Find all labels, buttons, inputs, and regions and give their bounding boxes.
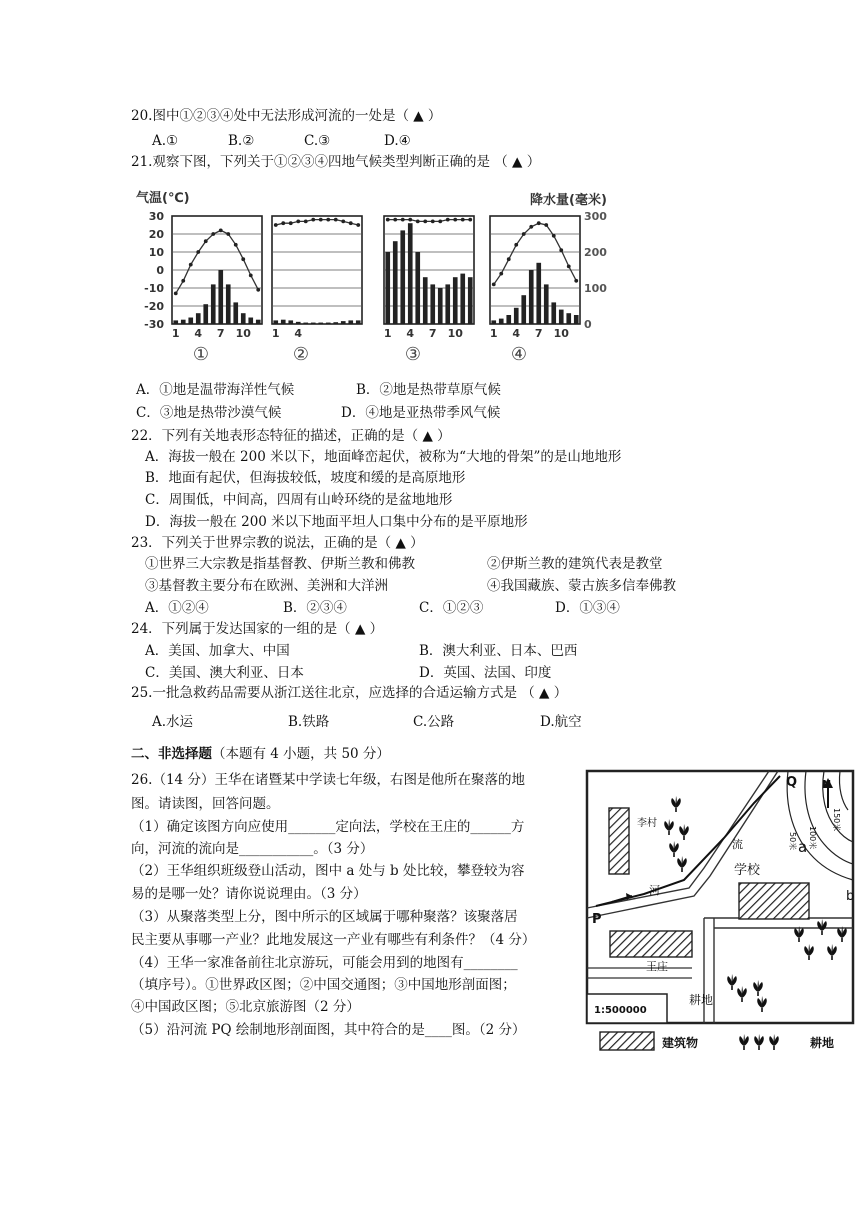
precip-bar (181, 320, 186, 324)
temp-tick-label: -30 (144, 318, 164, 331)
precip-bar (303, 323, 308, 324)
precip-bar (311, 323, 316, 324)
precip-bar (499, 319, 504, 324)
precip-bar (256, 320, 261, 324)
temp-point (408, 218, 412, 222)
precip-bar (333, 322, 338, 324)
temp-point (507, 257, 511, 261)
label-contour-3: 50米 (788, 832, 797, 851)
month-tick-label: 4 (294, 327, 303, 340)
legend-building-swatch (600, 1032, 654, 1050)
q22-option-b: B．地面有起伏，但海拔较低，坡度和缓的是高原地形 (145, 470, 466, 486)
climate-panel (384, 216, 474, 365)
q22-option-c: C．周围低，中间高，四周有山岭环绕的是盆地地形 (145, 492, 453, 508)
legend-farmland-icon (754, 1034, 764, 1050)
month-tick-label: 1 (271, 327, 280, 340)
q26-line-10: （填序号）。①世界政区图；②中国交通图；③中国地形剖面图； (131, 977, 516, 993)
section2-heading (131, 745, 390, 763)
q24-option-c: C．美国、澳大利亚、日本 (145, 665, 304, 681)
precip-bar (188, 318, 193, 324)
temp-point (356, 223, 360, 227)
q26-line-3: （1）确定该图方向应使用_______定向法，学校在王庄的______方 (131, 819, 525, 835)
q22-stem: 22．下列有关地表形态特征的描述，正确的是（ ▲ ） (131, 428, 451, 444)
temp-point (393, 218, 397, 222)
q26-line-7: （3）从聚落类型上分，图中所示的区域属于哪种聚落？该聚落居 (131, 909, 518, 925)
precip-bar (211, 284, 216, 324)
month-tick-label: 1 (383, 327, 392, 340)
temp-tick-label: 10 (148, 246, 164, 259)
precip-bar (273, 320, 278, 324)
label-point-a: a (798, 838, 808, 856)
label-river-1: 流 (732, 838, 743, 851)
precip-bar (203, 304, 208, 324)
q23-statement-1: ①世界三大宗教是指基督教、伊斯兰教和佛教 (145, 556, 415, 572)
climate-chart-figure (132, 186, 628, 368)
temp-point (274, 223, 278, 227)
temp-point (219, 229, 223, 233)
temp-point (256, 288, 260, 292)
precip-bar (385, 252, 390, 324)
month-tick-label: 4 (406, 327, 415, 340)
month-tick-label: 10 (553, 327, 569, 340)
precip-bar (393, 241, 398, 324)
legend-farmland-icon (739, 1034, 749, 1050)
temp-point (453, 218, 457, 222)
temp-point (544, 223, 548, 227)
legend-building-label: 建筑物 (662, 1036, 699, 1050)
month-tick-label: 4 (194, 327, 203, 340)
q25-option-b: B.铁路 (288, 714, 330, 730)
climate-panel (272, 216, 362, 365)
q24-stem: 24．下列属于发达国家的一组的是（ ▲ ） (131, 621, 384, 637)
settlement-map (584, 768, 856, 1060)
precip-bar (281, 320, 286, 324)
month-tick-label: 7 (534, 327, 543, 340)
precip-tick-label: 300 (584, 210, 607, 223)
climate-panel (490, 216, 580, 365)
temp-point (319, 218, 323, 222)
legend-farmland-icon (769, 1034, 779, 1050)
precip-tick-label: 0 (584, 318, 592, 331)
temp-tick-label: 30 (148, 210, 164, 223)
temp-point (559, 248, 563, 252)
precip-bar (341, 321, 346, 324)
q20-option-b: B.② (228, 133, 255, 149)
temp-point (226, 232, 230, 236)
q26-line-5: （2）王华组织班级登山活动，图中 a 处与 b 处比较，攀登较为容 (131, 863, 525, 879)
precip-bar (551, 302, 556, 324)
panel-label: ④ (510, 344, 528, 365)
q23-statement-3: ③基督教主要分布在欧洲、美洲和大洋洲 (145, 578, 388, 594)
panel-label: ③ (404, 344, 422, 365)
q20-option-a: A.① (152, 133, 179, 149)
precip-bar (536, 263, 541, 324)
temp-point (249, 274, 253, 278)
temp-point (499, 272, 503, 276)
precip-tick-label: 100 (584, 282, 607, 295)
q26-line-1: 26.（14 分）王华在诸暨某中学读七年级，右图是他所在聚落的地 (131, 772, 525, 788)
temp-point (552, 234, 556, 238)
temp-point (349, 221, 353, 225)
temp-point (431, 220, 435, 224)
q25-option-c: C.公路 (413, 714, 455, 730)
q24-option-b: B．澳大利亚、日本、巴西 (419, 643, 578, 659)
building-village (609, 808, 629, 874)
temp-point (574, 279, 578, 283)
label-river-2: 河 (649, 884, 660, 897)
q23-statement-4: ④我国藏族、蒙古族多信奉佛教 (487, 578, 676, 594)
precip-bar (326, 323, 331, 324)
q20-option-d: D.④ (384, 133, 411, 149)
label-contour-1: 150米 (832, 808, 841, 832)
month-tick-label: 7 (216, 327, 225, 340)
right-axis-label: 降水量(毫米) (530, 193, 607, 208)
q23-option-d: D．①③④ (555, 600, 620, 616)
month-tick-label: 10 (447, 327, 463, 340)
label-north: N (822, 778, 832, 791)
precip-bar (415, 252, 420, 324)
q21-option-c: C．③地是热带沙漠气候 (136, 405, 282, 421)
temp-point (492, 283, 496, 287)
temp-point (446, 218, 450, 222)
precip-bar (514, 308, 519, 324)
building-wangzhuang (610, 931, 692, 957)
precip-bar (233, 302, 238, 324)
precip-bar (296, 322, 301, 324)
precip-bar (423, 277, 428, 324)
label-school: 学校 (734, 863, 761, 878)
q26-line-6: 易的是哪一处？请你说说理由。（3 分） (131, 886, 367, 902)
temp-point (234, 243, 238, 247)
label-point-b: b (846, 889, 855, 904)
q20-option-c: C.③ (304, 133, 331, 149)
precip-bar (173, 320, 178, 324)
temp-point (529, 225, 533, 229)
q21-stem: 21.观察下图，下列关于①②③④四地气候类型判断正确的是 （ ▲ ） (131, 154, 541, 170)
label-q: Q (786, 775, 798, 790)
precip-bar (318, 323, 323, 324)
precip-bar (453, 277, 458, 324)
precip-bar (408, 223, 413, 324)
temp-point (311, 218, 315, 222)
q25-option-d: D.航空 (540, 714, 582, 730)
month-tick-label: 10 (235, 327, 251, 340)
q23-statement-2: ②伊斯兰教的建筑代表是教堂 (487, 556, 663, 572)
temp-point (461, 218, 465, 222)
month-tick-label: 1 (489, 327, 498, 340)
label-farmland: 耕地 (689, 993, 714, 1007)
temp-tick-label: -20 (144, 300, 164, 313)
climate-panel (172, 216, 262, 365)
temp-point (341, 220, 345, 224)
temp-point (423, 220, 427, 224)
temp-point (296, 220, 300, 224)
temp-point (334, 218, 338, 222)
temp-point (416, 220, 420, 224)
q22-option-a: A．海拔一般在 200 米以下，地面峰峦起伏，被称为“大地的骨架”的是山地地形 (145, 449, 622, 465)
temp-point (438, 220, 442, 224)
precip-bar (506, 315, 511, 324)
label-wangzhuang: 王庄 (646, 960, 668, 973)
q24-option-d: D．英国、法国、印度 (419, 665, 552, 681)
q21-option-a: A．①地是温带海洋性气候 (136, 382, 295, 398)
temp-point (386, 218, 390, 222)
q26-line-4: 向，河流的流向是___________。（3 分） (131, 841, 374, 857)
temp-point (241, 257, 245, 261)
precip-bar (460, 274, 465, 324)
precip-bar (400, 230, 405, 324)
section2-note: （本题有 4 小题，共 50 分） (212, 746, 390, 762)
q22-option-d: D．海拔一般在 200 米以下地面平坦人口集中分布的是平原地形 (145, 514, 528, 530)
precip-bar (248, 318, 253, 324)
month-tick-label: 7 (428, 327, 437, 340)
precip-bar (218, 270, 223, 324)
temp-point (211, 232, 215, 236)
precip-bar (438, 288, 443, 324)
section2-title: 二、非选择题 (131, 746, 212, 762)
panel-label: ② (292, 344, 310, 365)
legend-farmland-label: 耕地 (810, 1036, 835, 1050)
precip-bar (491, 320, 496, 324)
label-scale: 1:500000 (594, 1005, 647, 1016)
building-school (739, 883, 809, 919)
panel-label: ① (192, 344, 210, 365)
q26-line-8: 民主要从事哪一产业？此地发展这一产业有哪些有利条件？（4 分） (131, 932, 536, 948)
temp-point (468, 218, 472, 222)
precip-bar (529, 270, 534, 324)
precip-bar (468, 277, 473, 324)
temp-point (514, 243, 518, 247)
temp-point (567, 265, 571, 269)
temp-point (289, 221, 293, 225)
temp-point (189, 263, 193, 267)
q23-option-b: B．②③④ (283, 600, 347, 616)
temp-point (401, 218, 405, 222)
q21-option-b: B．②地是热带草原气候 (356, 382, 501, 398)
q26-line-12: （5）沿河流 PQ 绘制地形剖面图，其中符合的是____图。（2 分） (131, 1022, 526, 1038)
precip-bar (348, 320, 353, 324)
month-tick-label: 1 (171, 327, 180, 340)
precip-tick-label: 200 (584, 246, 607, 259)
temp-point (537, 221, 541, 225)
temp-point (326, 218, 330, 222)
temp-tick-label: 20 (148, 228, 164, 241)
precip-bar (288, 320, 293, 324)
left-axis-label: 气温(℃) (136, 191, 190, 206)
q21-option-d: D．④地是亚热带季风气候 (341, 405, 501, 421)
temp-point (204, 239, 208, 243)
q26-line-9: （4）王华一家准备前往北京游玩，可能会用到的地图有________ (131, 955, 518, 971)
q25-stem: 25.一批急救药品需要从浙江送往北京，应选择的合适运输方式是 （ ▲ ） (131, 685, 568, 701)
q23-option-c: C．①②③ (419, 600, 484, 616)
precip-bar (566, 313, 571, 324)
q26-line-2: 图。请读图，回答问题。 (131, 796, 280, 812)
q23-option-a: A．①②④ (145, 600, 209, 616)
q25-option-a: A.水运 (152, 714, 194, 730)
month-tick-label: 4 (512, 327, 521, 340)
temp-tick-label: -10 (144, 282, 164, 295)
temp-point (281, 221, 285, 225)
q20-stem: 20.图中①②③④处中无法形成河流的一处是（ ▲ ） (131, 108, 442, 124)
precip-bar (521, 295, 526, 324)
temp-point (174, 292, 178, 296)
q24-option-a: A．美国、加拿大、中国 (145, 643, 290, 659)
q26-line-11: ④中国政区图；⑤北京旅游图（2 分） (131, 999, 360, 1015)
precip-bar (544, 284, 549, 324)
precip-bar (226, 284, 231, 324)
label-village: 李村 (637, 818, 657, 829)
label-p: P (592, 912, 602, 927)
precip-bar (574, 315, 579, 324)
temp-point (181, 279, 185, 283)
temp-point (304, 220, 308, 224)
precip-bar (445, 284, 450, 324)
temp-tick-label: 0 (156, 264, 164, 277)
label-contour-2: 100米 (808, 826, 817, 850)
q23-stem: 23．下列关于世界宗教的说法，正确的是（ ▲ ） (131, 535, 424, 551)
temp-point (196, 250, 200, 254)
precip-bar (559, 310, 564, 324)
temp-point (522, 232, 526, 236)
precip-bar (241, 313, 246, 324)
precip-bar (430, 284, 435, 324)
precip-bar (356, 320, 361, 324)
precip-bar (196, 313, 201, 324)
